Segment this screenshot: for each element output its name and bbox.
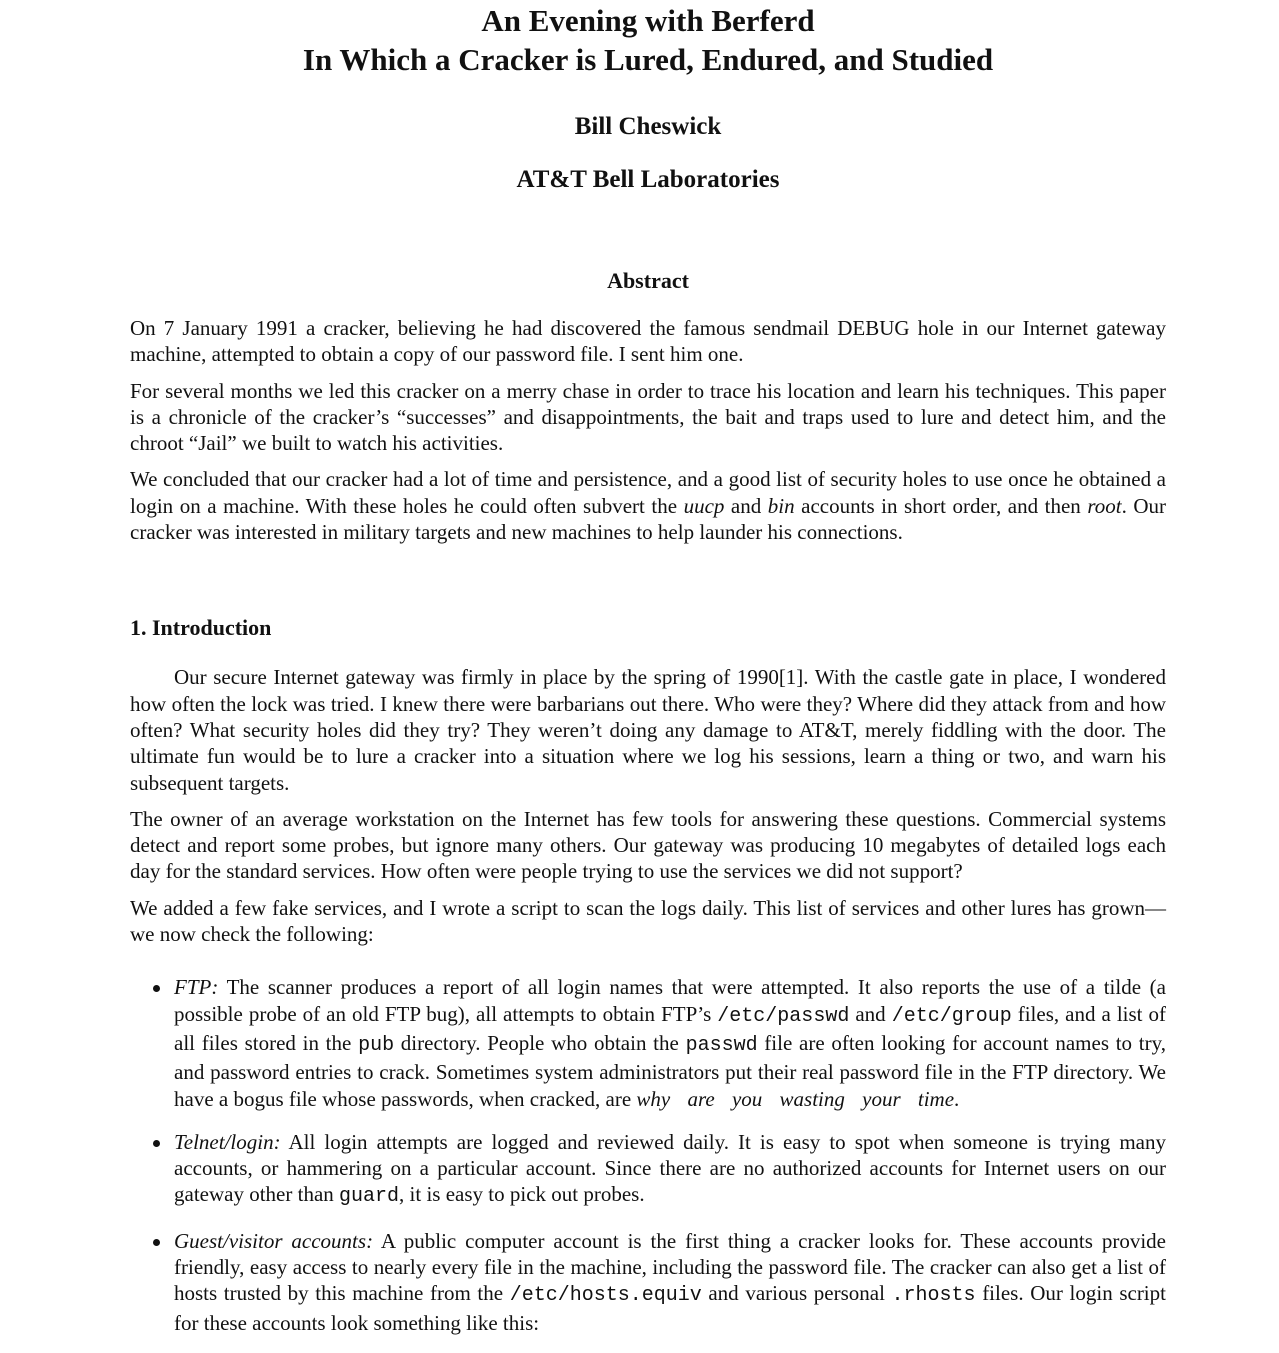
list-item-guest <box>130 1228 1166 1336</box>
ftp-code-passwd-path: /etc/passwd <box>717 1004 850 1028</box>
paper-page <box>130 0 1166 1353</box>
abstract-paragraph-1: On 7 January 1991 a cracker, believing he had discovered the famous sendmail DEBUG hole in our Internet gateway machine, attempted to obtain a copy of our password file. I sent him one. <box>130 316 1166 367</box>
ftp-text-4: directory. People who obtain the <box>394 1030 686 1055</box>
author-affiliation: AT&T Bell Laboratories <box>516 166 780 193</box>
guest-text-3: files. Our login script for these accounts look something like this: <box>174 1281 1166 1335</box>
bullet-icon <box>153 1239 160 1246</box>
ftp-text-2: and <box>849 1001 892 1026</box>
abstract-heading: Abstract <box>607 268 689 293</box>
abstract-p3-text-a: We concluded that our cracker had a lot of time and persistence, and a good list of security holes to use once he obtained a login on a machine. With these holes he could often subvert the <box>130 467 1166 518</box>
ftp-text-3: files, and a list of all files stored in the <box>174 1001 1167 1055</box>
title-line-1: An Evening with Berferd <box>481 3 815 38</box>
guest-text-2: and various personal <box>701 1281 892 1306</box>
guest-code-rhosts: .rhosts <box>891 1284 976 1308</box>
abstract-p3-text-b: and <box>724 493 768 518</box>
telnet-text-1: All login attempts are logged and reviewed daily. It is easy to spot when someone is trying many accounts, or hammering on a particular account. Since there are no authorized accounts for Internet users on our gateway other than <box>174 1129 1166 1207</box>
guest-code-hosts-equiv: /etc/hosts.equiv <box>509 1284 702 1308</box>
abstract-p3-text-c: accounts in short order, and then <box>794 493 1088 518</box>
list-item-telnet <box>130 1129 1166 1211</box>
telnet-label: Telnet/login: <box>174 1129 281 1154</box>
abstract-p3-text-d: . Our cracker was interested in military targets and new machines to help launder his connections. <box>130 493 1166 545</box>
ftp-code-passwd: passwd <box>685 1033 758 1057</box>
ftp-text-1: The scanner produces a report of all login names that were attempted. It also reports the use of a tilde (a possible probe of an old FTP bug), all attempts to obtain FTP’s <box>174 975 1166 1026</box>
intro-paragraph-1: Our secure Internet gateway was firmly in place by the spring of 1990[1]. With the castle gate in place, I wondered how often the lock was tried. I knew there were barbarians out there. Who were they? Where did they attack from and how often? What security holes did they try? They weren’t doing any damage to AT&T, merely fiddling with the door. The ultimate fun would be to lure a cracker into a situation where we log his sessions, learn a thing or two, and warn his subsequent targets. <box>130 665 1166 795</box>
abstract-paragraph-3 <box>130 466 1166 545</box>
section-heading-introduction: 1. Introduction <box>130 615 272 641</box>
abstract-bin-term: bin <box>767 493 795 518</box>
ftp-text-5: file are often looking for account names to try, and password entries to crack. Sometimes system administrators put their real password file in the FTP directory. We have a bogus file whose passwords, when cracked, are <box>174 1030 1166 1111</box>
abstract-root-term: root <box>1087 493 1122 518</box>
ftp-code-group-path: /etc/group <box>891 1004 1012 1028</box>
telnet-code-guard: guard <box>339 1185 400 1209</box>
ftp-text-6: . <box>954 1086 960 1111</box>
paper-title <box>130 0 1166 79</box>
guest-text-1: A public computer account is the first thing a cracker looks for. These accounts provide friendly, easy access to nearly every file in the machine, including the password file. The cracker can also get a list of hosts trusted by this machine from the <box>174 1228 1166 1306</box>
intro-paragraph-3: We added a few fake services, and I wrote a script to scan the logs daily. This list of services and other lures has grown—we now check the following: <box>130 895 1166 947</box>
bullet-icon <box>153 985 160 992</box>
ftp-code-pub: pub <box>358 1033 395 1057</box>
abstract-uucp-term: uucp <box>683 493 725 518</box>
title-line-2: In Which a Cracker is Lured, Endured, and Studied <box>302 42 994 77</box>
telnet-text-2: , it is easy to pick out probes. <box>399 1182 645 1207</box>
guest-label: Guest/visitor accounts: <box>174 1228 374 1253</box>
ftp-bogus-password-phrase: why are you wasting your time <box>636 1086 955 1111</box>
intro-paragraph-2: The owner of an average workstation on the Internet has few tools for answering these questions. Commercial systems detect and report some probes, but ignore many others. Our gateway was producing 10 megabytes of detailed logs each day for the standard services. How often were people trying to use the services we did not support? <box>130 806 1166 884</box>
abstract-paragraph-2: For several months we led this cracker on a merry chase in order to trace his location and learn his techniques. This paper is a chronicle of the cracker’s “successes” and disappointments, the bait and traps used to lure and detect him, and the chroot “Jail” we built to watch his activities. <box>130 378 1166 456</box>
ftp-label: FTP: <box>174 975 219 1000</box>
author-name: Bill Cheswick <box>574 113 722 140</box>
lures-list <box>130 974 1166 1336</box>
bullet-icon <box>153 1140 160 1147</box>
list-item-ftp <box>130 974 1166 1111</box>
